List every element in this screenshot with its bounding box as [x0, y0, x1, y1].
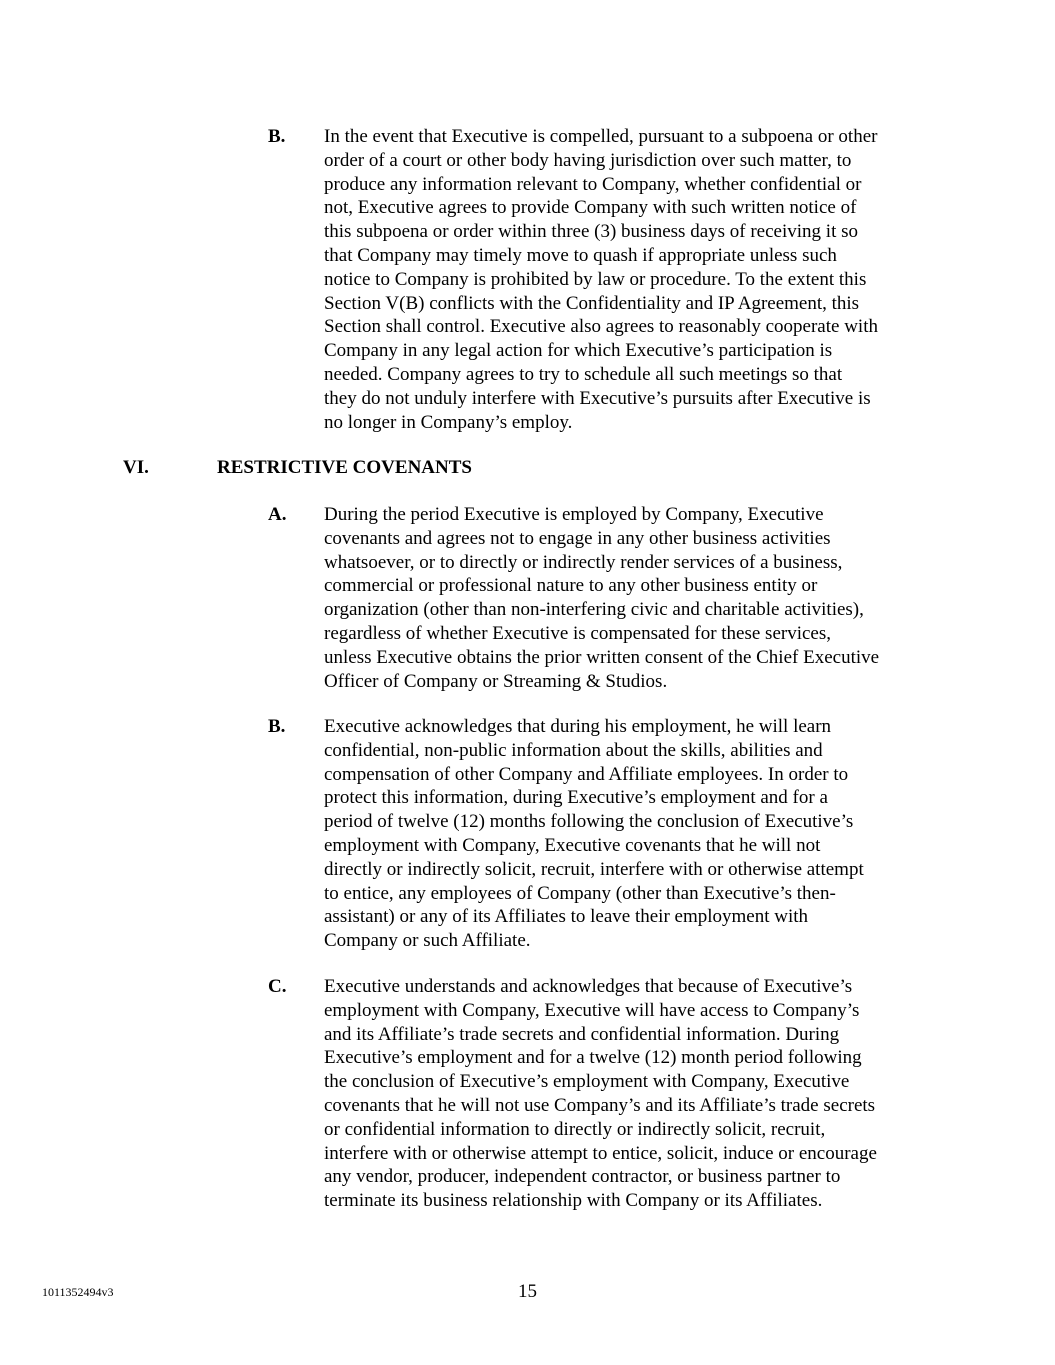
text-line: regardless of whether Executive is compensated for these services,: [324, 622, 831, 644]
text-line: Executive’s employment and for a twelve (12) month period following: [324, 1047, 862, 1069]
text-line: and its Affiliate’s trade secrets and confidential information. During: [324, 1023, 840, 1045]
text-line: During the period Executive is employed by Company, Executive: [324, 504, 824, 525]
text-line: unless Executive obtains the prior written consent of the Chief Executive: [324, 646, 880, 668]
text-line: or confidential information to directly or indirectly solicit, recruit,: [324, 1118, 826, 1140]
text-line: Company or such Affiliate.: [324, 930, 531, 952]
text-line: Executive acknowledges that during his employment, he will learn: [324, 716, 832, 737]
paragraph-text: [324, 125, 878, 434]
text-line: organization (other than non-interfering civic and charitable activities),: [324, 599, 864, 621]
text-line: compensation of other Company and Affiliate employees. In order to: [324, 763, 849, 785]
text-line: commercial or professional nature to any other business entity or: [324, 575, 818, 597]
document-id: 1011352494v3: [42, 1285, 114, 1299]
text-line: not, Executive agrees to provide Company with such written notice of: [324, 197, 857, 219]
text-line: employment with Company, Executive covenants that he will not: [324, 834, 821, 856]
text-line: whatsoever, or to directly or indirectly render services of a business,: [324, 551, 843, 573]
text-line: interfere with or otherwise attempt to entice, solicit, induce or encourage: [324, 1142, 877, 1164]
text-line: covenants and agrees not to engage in any other business activities: [324, 527, 831, 549]
text-line: Section shall control. Executive also agrees to reasonably cooperate with: [324, 316, 878, 338]
text-line: covenants that he will not use Company’s and its Affiliate’s trade secrets: [324, 1094, 876, 1116]
text-line: assistant) or any of its Affiliates to leave their employment with: [324, 906, 809, 928]
text-line: Officer of Company or Streaming & Studios.: [324, 670, 668, 692]
paragraph-label: A.: [268, 504, 287, 525]
text-line: employment with Company, Executive will have access to Company’s: [324, 999, 860, 1021]
text-line: terminate its business relationship with Company or its Affiliates.: [324, 1190, 823, 1212]
text-line: order of a court or other body having jurisdiction over such matter, to: [324, 149, 852, 171]
text-line: produce any information relevant to Company, whether confidential or: [324, 173, 862, 195]
text-line: Section V(B) conflicts with the Confidentiality and IP Agreement, this: [324, 292, 860, 314]
paragraph-text: [324, 975, 877, 1213]
section-title: RESTRICTIVE COVENANTS: [217, 457, 472, 478]
text-line: to entice, any employees of Company (other than Executive’s then-: [324, 882, 836, 904]
paragraph-text: [324, 503, 879, 693]
section-number: VI.: [123, 457, 149, 478]
paragraph-label: C.: [268, 976, 287, 997]
text-line: period of twelve (12) months following the conclusion of Executive’s: [324, 811, 854, 833]
text-line: protect this information, during Executive’s employment and for a: [324, 787, 828, 809]
paragraph-label: B.: [268, 126, 286, 147]
text-line: the conclusion of Executive’s employment with Company, Executive: [324, 1071, 850, 1093]
paragraph-text: [324, 715, 864, 953]
text-line: confidential, non-public information about the skills, abilities and: [324, 739, 823, 761]
text-line: this subpoena or order within three (3) business days of receiving it so: [324, 221, 858, 243]
text-line: needed. Company agrees to try to schedule all such meetings so that: [324, 363, 843, 385]
text-line: any vendor, producer, independent contractor, or business partner to: [324, 1166, 841, 1188]
text-line: directly or indirectly solicit, recruit, interfere with or otherwise attempt: [324, 858, 864, 880]
text-line: In the event that Executive is compelled, pursuant to a subpoena or other: [324, 126, 878, 147]
text-line: notice to Company is prohibited by law or procedure. To the extent this: [324, 268, 867, 290]
text-line: Company in any legal action for which Executive’s participation is: [324, 340, 833, 362]
text-line: they do not unduly interfere with Executive’s pursuits after Executive is: [324, 387, 871, 409]
text-line: no longer in Company’s employ.: [324, 411, 573, 433]
page-number: 15: [518, 1281, 537, 1302]
text-line: that Company may timely move to quash if appropriate unless such: [324, 244, 837, 266]
paragraph-label: B.: [268, 716, 286, 737]
text-line: Executive understands and acknowledges that because of Executive’s: [324, 976, 853, 997]
